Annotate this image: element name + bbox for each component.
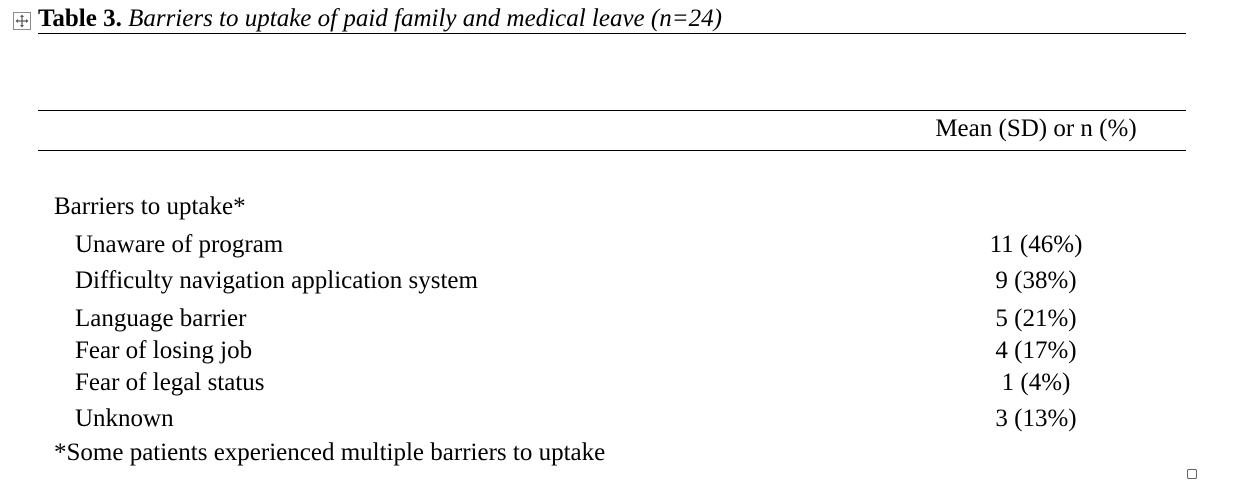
table-row <box>0 368 1256 398</box>
table-top-rule <box>38 110 1186 111</box>
table-row <box>0 304 1256 334</box>
row-value: 11 (46%) <box>989 231 1083 258</box>
column-header: Mean (SD) or n (%) <box>935 115 1137 142</box>
row-label: Difficulty navigation application system <box>75 267 478 294</box>
section-label: Barriers to uptake* <box>54 193 246 220</box>
row-value: 4 (17%) <box>995 337 1077 364</box>
table-number: Table 3. <box>38 5 122 32</box>
resize-handle-icon[interactable] <box>1187 469 1197 479</box>
row-value: 9 (38%) <box>995 267 1077 294</box>
table-header-rule <box>38 150 1186 151</box>
table-row <box>0 266 1256 296</box>
row-label: Fear of legal status <box>75 369 265 396</box>
table-row <box>0 404 1256 434</box>
row-label: Unknown <box>75 405 174 432</box>
move-arrows-icon <box>14 13 30 29</box>
table-title: Barriers to uptake of paid family and medical leave (n=24) <box>128 5 722 32</box>
row-label: Fear of losing job <box>75 337 253 364</box>
table-footnote: *Some patients experienced multiple barriers to uptake <box>54 439 606 466</box>
table-row <box>0 230 1256 260</box>
row-value: 1 (4%) <box>1001 369 1071 396</box>
table-row <box>0 336 1256 366</box>
row-value: 5 (21%) <box>995 305 1077 332</box>
row-label: Language barrier <box>75 305 247 332</box>
row-label: Unaware of program <box>75 231 284 258</box>
table-caption <box>38 4 1186 34</box>
table-move-handle[interactable] <box>13 12 31 30</box>
row-value: 3 (13%) <box>995 405 1077 432</box>
